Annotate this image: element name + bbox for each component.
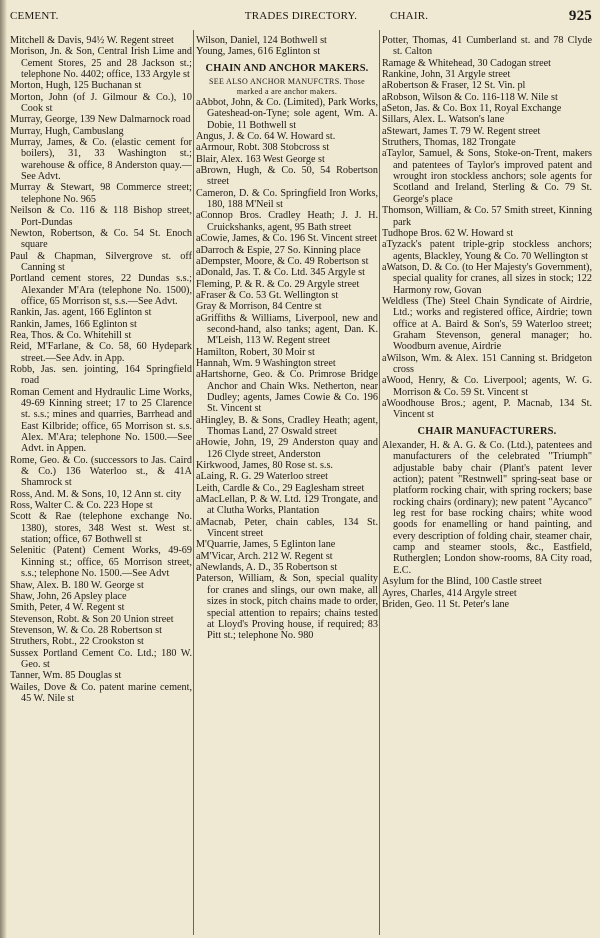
directory-entry: Ramage & Whitehead, 30 Cadogan street (382, 57, 551, 69)
directory-entry: Selenitic (Patent) Cement Works, 49-69 Kinning st.; office, 65 Morrison street, s.s.; telephone No. 1500.—See Advt (10, 545, 192, 580)
directory-entry: aBrown, Hugh, & Co. 50, 54 Robertson street (196, 165, 378, 188)
directory-entry: Struthers, Robt., 22 Crookston st (10, 636, 144, 648)
directory-entry: aWoodhouse Bros.; agent, P. Macnab, 134 St. Vincent st (382, 398, 592, 421)
directory-entry: Weldless (The) Steel Chain Syndicate of Airdrie, Ltd.; works and registered office, Airdrie; town office at A. Baird & Son's, 59 Waterloo street; Graham Stevenson, general manager; ho. Woodburn avenue, Airdrie (382, 295, 592, 353)
directory-entry: aHingley, B. & Sons, Cradley Heath; agent, Thomas Land, 27 Oswald street (196, 414, 378, 437)
directory-entry: Stevenson, W. & Co. 28 Robertson st (10, 624, 162, 636)
directory-entry: aConnop Bros. Cradley Heath; J. J. H. Cruickshanks, agent, 95 Bath street (196, 210, 378, 233)
page-number: 925 (568, 8, 592, 24)
directory-entry: Ayres, Charles, 414 Argyle street (382, 587, 517, 599)
directory-entry: Rankine, John, 31 Argyle street (382, 69, 511, 81)
directory-entry: aNewlands, A. D., 35 Robertson st (196, 562, 338, 574)
directory-entry: aRobson, Wilson & Co. 116-118 W. Nile st (382, 91, 558, 103)
directory-entry: Rea, Thos. & Co. Whitehill st (10, 329, 132, 341)
directory-entry: Alexander, H. & A. G. & Co. (Ltd.), patentees and manufacturers of the celebrated "Triumph" adjustable baby chair (Plant's patent lever action); patent "Restnwell" spring-seat base or platform rocking chair, with spring rockers; base rocking chairs (ordinary); new patent "Aycanco" leg rest for base rocking chairs; white wood goods for enamelling or hand painting, and every description of folding chair, steamer chair, camp and steamer stools, &c., Eastfield, Rutherglen; London show-rooms, 8A City road, E.C. (382, 440, 592, 576)
directory-entry: Sillars, Alex. L. Watson's lane (382, 114, 505, 126)
directory-entry: aTaylor, Samuel, & Sons, Stoke-on-Trent, makers and patentees of Taylor's improved patent and wrought iron stockless anchors; sole agents for Scotland and Ireland, Sterling & Co. 79 St. George's place (382, 148, 592, 205)
directory-entry: Shaw, John, 26 Apsley place (10, 590, 127, 602)
directory-entry: Neilson & Co. 116 & 118 Bishop street, Port-Dundas (10, 205, 192, 228)
directory-entry: aLaing, R. G. 29 Waterloo street (196, 471, 328, 483)
directory-entry: Briden, Geo. 11 St. Peter's lane (382, 598, 510, 610)
directory-entry: Thomson, William, & Co. 57 Smith street, Kinning park (382, 205, 592, 228)
cement-entries-continued (196, 35, 378, 58)
directory-entry: Roman Cement and Hydraulic Lime Works, 49-69 Kinning street; 17 to 25 Clarence st. s.s.; mines and quarries, Barrhead and East Kilbride; office, 65 Morrison st. s.s. Alex. M'Ara; telephone No. 1500.—See Advt. in Appen. (10, 386, 192, 455)
directory-entry: Kirkwood, James, 80 Rose st. s.s. (196, 460, 333, 472)
directory-entry: Morison, Jn. & Son, Central Irish Lime and Cement Stores, 25 and 28 Jackson st.; telephone No. 4402; office, 133 Argyle st (10, 46, 192, 81)
directory-entry: Leith, Cardle & Co., 29 Eaglesham street (196, 482, 365, 494)
directory-entry: Wilson, Daniel, 124 Bothwell st (196, 35, 327, 46)
directory-entry: Fleming, P. & R. & Co. 29 Argyle street (196, 278, 360, 290)
directory-entry: Morton, Hugh, 125 Buchanan st (10, 80, 142, 92)
directory-entry: Gray & Morrison, 84 Centre st (196, 301, 322, 313)
directory-entry: aDarroch & Espie, 27 So. Kinning place (196, 244, 361, 256)
directory-entry: aDempster, Moore, & Co. 49 Robertson st (196, 255, 369, 267)
page-gutter-shadow (0, 0, 7, 938)
cement-entries (10, 35, 192, 704)
directory-entry: Newton, Robertson, & Co. 54 St. Enoch square (10, 227, 192, 251)
directory-entry: Reid, M'Farlane, & Co. 58, 60 Hydepark street.—See Adv. in App. (10, 341, 192, 364)
column-rule-1 (193, 30, 194, 935)
directory-entry: Murray, Hugh, Cambuslang (10, 125, 124, 137)
chain-anchor-entries-continued (382, 35, 592, 421)
directory-entry: aRobertson & Fraser, 12 St. Vin. pl (382, 80, 526, 92)
directory-entry: aHartshorne, Geo. & Co. Primrose Bridge Anchor and Chain Wks. Netherton, near Dudley; agents, James Cowie & Co. 196 St. Vincent st (196, 369, 378, 415)
directory-entry: Tanner, Wm. 85 Douglas st (10, 670, 122, 682)
directory-entry: aTyzack's patent triple-grip stockless anchors; agents, Blackley, Young & Co. 70 Wellington st (382, 239, 592, 262)
directory-entry: aHowie, John, 19, 29 Anderston quay and 126 Clyde street, Anderston (196, 437, 378, 460)
directory-entry: Hannah, Wm. 9 Washington street (196, 357, 336, 369)
directory-entry: Paul & Chapman, Silvergrove st. off Canning st (10, 250, 192, 273)
directory-entry: Murray, George, 139 New Dalmarnock road (10, 114, 191, 126)
directory-entry: Murray, James, & Co. (elastic cement for boilers), 31, 33 Washington st.; warehouse & office, 8 Anderston quay.—See Advt. (10, 137, 192, 183)
directory-entry: Cameron, D. & Co. Springfield Iron Works, 180, 188 M'Neil st (196, 187, 378, 211)
directory-entry: aAbbot, John, & Co. (Limited), Park Works, Gateshead-on-Tyne; sole agent, Wm. A. Dobie, 11 Bothwell st (196, 97, 378, 131)
directory-entry: aArmour, Robt. 308 Stobcross st (196, 142, 330, 154)
directory-entry: Morton, John (of J. Gilmour & Co.), 10 Cook st (10, 91, 192, 115)
chair-entries (382, 440, 592, 610)
directory-entry: Mitchell & Davis, 94½ W. Regent street (10, 35, 174, 46)
header-left: CEMENT. (10, 10, 59, 22)
directory-entry: aM'Vicar, Arch. 212 W. Regent st (196, 550, 333, 562)
directory-entry: Rome, Geo. & Co. (successors to Jas. Caird & Co.) 136 Waterloo st., & 41A Shamrock st (10, 454, 192, 489)
directory-entry: aDonald, Jas. T. & Co. Ltd. 345 Argyle st (196, 267, 365, 279)
header-right: CHAIR. (390, 10, 429, 22)
directory-entry: aWatson, D. & Co. (to Her Majesty's Government), special quality for cranes, all sizes in stock; 122 Harmony row, Govan (382, 261, 592, 296)
directory-entry: Young, James, 616 Eglinton st (196, 46, 321, 58)
chain-anchor-entries (196, 97, 378, 642)
section-heading-chair: CHAIR MANUFACTURERS. (417, 425, 557, 437)
directory-entry: Tudhope Bros. 62 W. Howard st (382, 227, 514, 239)
directory-entry: aGriffiths & Williams, Liverpool, new and second-hand, also tanks; agent, Dan. K. M'Leish, 113 W. Regent street (196, 312, 378, 347)
directory-entry: aCowie, James, & Co. 196 St. Vincent street (196, 233, 378, 245)
directory-entry: aFraser & Co. 53 Gt. Wellington st (196, 289, 339, 301)
section-heading-chain-anchor: CHAIN AND ANCHOR MAKERS. (205, 62, 369, 74)
directory-entry: aMacLellan, P. & W. Ltd. 129 Trongate, and at Clutha Works, Plantation (196, 494, 378, 517)
running-header (10, 10, 592, 26)
directory-entry: aStewart, James T. 79 W. Regent street (382, 125, 541, 137)
directory-entry: Blair, Alex. 163 West George st (196, 153, 325, 165)
directory-entry: Potter, Thomas, 41 Cumberland st. and 78 Clyde st. Calton (382, 35, 592, 58)
directory-entry: Struthers, Thomas, 182 Trongate (382, 137, 516, 149)
directory-entry: Ross, And. M. & Sons, 10, 12 Ann st. city (10, 488, 182, 500)
directory-entry: Paterson, William, & Son, special quality for cranes and slings, our own make, all sizes in stock, pitch chains made to order, special attention to repairs; chains tested at Lloyd's Proving house, if required; 83 Pitt st.; telephone No. 980 (196, 573, 378, 642)
directory-entry: Robb, Jas. sen. jointing, 164 Springfield road (10, 363, 192, 387)
directory-entry: Portland cement stores, 22 Dundas s.s.; Alexander M'Ara (telephone No. 1500), office, 65 Morrison st, s.s.—See Advt. (10, 273, 192, 307)
column-3 (382, 35, 592, 935)
directory-entry: aMacnab, Peter, chain cables, 134 St. Vincent street (196, 516, 378, 540)
directory-entry: Angus, J. & Co. 64 W. Howard st. (196, 131, 336, 143)
directory-entry: Rankin, James, 166 Eglinton st (10, 318, 137, 330)
column-2 (196, 35, 378, 935)
directory-entry: Smith, Peter, 4 W. Regent st (10, 602, 125, 614)
directory-entry: Sussex Portland Cement Co. Ltd.; 180 W. Geo. st (10, 647, 192, 670)
section-note: SEE ALSO ANCHOR MANUFCTRS. Those marked a are anchor makers. (209, 77, 365, 97)
directory-entry: Scott & Rae (telephone exchange No. 1380), stores, 348 West st. West st. station; office, 67 Bothwell st (10, 511, 192, 546)
directory-entry: aSeton, Jas. & Co. Box 11, Royal Exchange (382, 103, 562, 115)
directory-entry: Shaw, Alex. B. 180 W. George st (10, 579, 144, 591)
directory-entry: aWood, Henry, & Co. Liverpool; agents, W. G. Morrison & Co. 59 St. Vincent st (382, 375, 592, 398)
directory-entry: Rankin, Jas. agent, 166 Eglinton st (10, 307, 152, 319)
directory-entry: Murray & Stewart, 98 Commerce street; telephone No. 965 (10, 182, 192, 205)
directory-entry: M'Quarrie, James, 5 Eglinton lane (196, 539, 336, 551)
column-rule-2 (379, 30, 380, 935)
column-1 (10, 35, 192, 935)
directory-entry: Ross, Walter C. & Co. 223 Hope st (10, 500, 153, 512)
directory-entry: Asylum for the Blind, 100 Castle street (382, 576, 542, 588)
directory-entry: Wailes, Dove & Co. patent marine cement, 45 W. Nile st (10, 681, 192, 704)
header-center: TRADES DIRECTORY. (244, 10, 358, 22)
directory-entry: Stevenson, Robt. & Son 20 Union street (10, 613, 174, 625)
directory-entry: Hamilton, Robert, 30 Moir st (196, 346, 315, 358)
directory-entry: aWilson, Wm. & Alex. 151 Canning st. Bridgeton cross (382, 352, 592, 375)
